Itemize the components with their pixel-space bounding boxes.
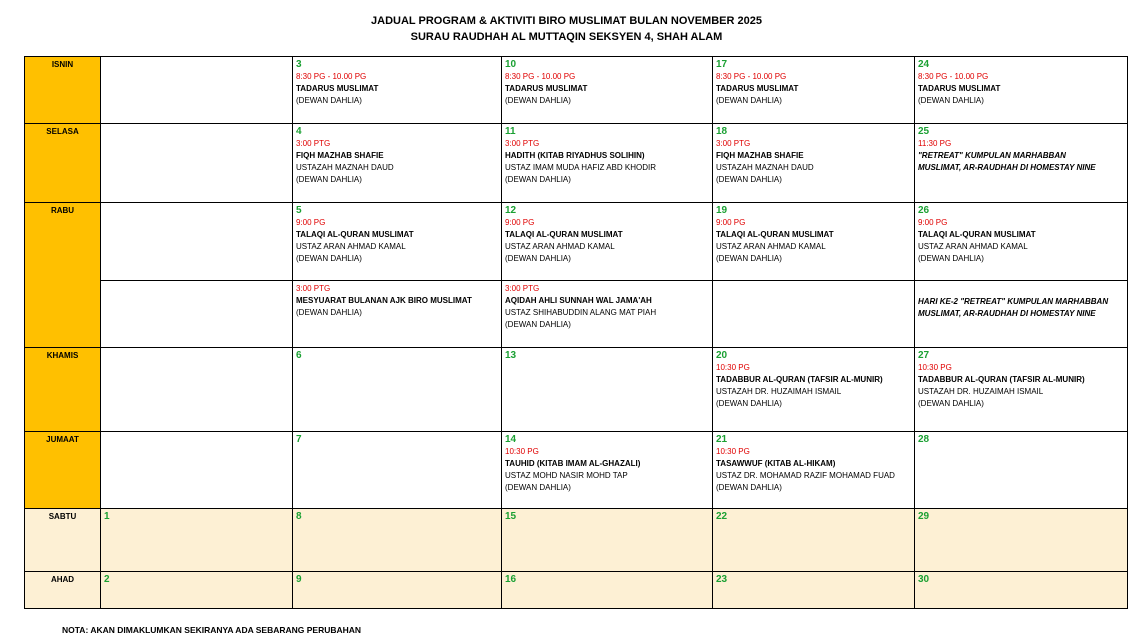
date-number: 29 xyxy=(918,511,930,522)
event-speaker: USTAZAH MAZNAH DAUD xyxy=(296,163,394,172)
date-number: 9 xyxy=(296,574,302,585)
event-time: 3:00 PTG xyxy=(505,139,540,148)
event-cell xyxy=(915,57,1128,124)
event-cell xyxy=(293,281,502,348)
event-title: FIQH MAZHAB SHAFIE xyxy=(716,151,804,160)
footer-note: NOTA: AKAN DIMAKLUMKAN SEKIRANYA ADA SEBARANG PERUBAHAN xyxy=(62,625,362,635)
event-venue: (DEWAN DAHLIA) xyxy=(716,483,782,492)
date-number: 28 xyxy=(918,434,930,445)
event-time: 9:00 PG xyxy=(918,218,948,227)
event-time: 10:30 PG xyxy=(505,447,539,456)
event-cell xyxy=(915,432,1128,509)
row-isnin xyxy=(25,57,1128,124)
event-venue: (DEWAN DAHLIA) xyxy=(716,399,782,408)
event-title: MESYUARAT BULANAN AJK BIRO MUSLIMAT xyxy=(296,296,472,305)
event-cell xyxy=(502,281,713,348)
event-cell xyxy=(915,281,1128,348)
event-title: TALAQI AL-QURAN MUSLIMAT xyxy=(505,230,623,239)
empty-cell xyxy=(101,203,293,281)
date-number: 8 xyxy=(296,511,302,522)
date-number: 18 xyxy=(716,126,728,137)
event-venue: (DEWAN DAHLIA) xyxy=(505,320,571,329)
date-number: 7 xyxy=(296,434,302,445)
event-time: 3:00 PTG xyxy=(296,139,331,148)
day-label-sabtu: SABTU xyxy=(25,509,101,572)
event-time: 9:00 PG xyxy=(296,218,326,227)
event-speaker: USTAZ ARAN AHMAD KAMAL xyxy=(716,242,826,251)
date-cell xyxy=(293,572,502,609)
day-label-rabu: RABU xyxy=(25,203,101,348)
event-speaker: USTAZAH DR. HUZAIMAH ISMAIL xyxy=(716,387,842,396)
event-title: TADARUS MUSLIMAT xyxy=(505,84,588,93)
event-time: 8:30 PG - 10.00 PG xyxy=(296,72,367,81)
event-title: TASAWWUF (KITAB AL-HIKAM) xyxy=(716,459,836,468)
date-number: 22 xyxy=(716,511,728,522)
event-title: TALAQI AL-QURAN MUSLIMAT xyxy=(716,230,834,239)
event-cell xyxy=(293,124,502,203)
event-title: TADARUS MUSLIMAT xyxy=(296,84,379,93)
event-cell xyxy=(293,348,502,432)
date-cell xyxy=(293,509,502,572)
event-time: 10:30 PG xyxy=(716,447,750,456)
event-venue: (DEWAN DAHLIA) xyxy=(296,96,362,105)
date-cell xyxy=(915,572,1128,609)
date-number: 24 xyxy=(918,59,930,70)
event-cell xyxy=(502,124,713,203)
event-time: 3:00 PTG xyxy=(296,284,331,293)
calendar-table xyxy=(24,56,1128,609)
event-venue: (DEWAN DAHLIA) xyxy=(505,483,571,492)
event-time: 8:30 PG - 10.00 PG xyxy=(918,72,989,81)
date-cell xyxy=(101,572,293,609)
event-speaker: USTAZ IMAM MUDA HAFIZ ABD KHODIR xyxy=(505,163,656,172)
event-cell xyxy=(502,203,713,281)
event-title: FIQH MAZHAB SHAFIE xyxy=(296,151,384,160)
event-venue: (DEWAN DAHLIA) xyxy=(716,175,782,184)
day-label-isnin: ISNIN xyxy=(25,57,101,124)
event-time: 3:00 PTG xyxy=(716,139,751,148)
event-cell xyxy=(713,57,915,124)
event-venue: (DEWAN DAHLIA) xyxy=(716,96,782,105)
event-time: 9:00 PG xyxy=(505,218,535,227)
date-cell xyxy=(915,509,1128,572)
event-title: HARI KE-2 "RETREAT" KUMPULAN MARHABBAN xyxy=(918,297,1109,306)
date-number: 1 xyxy=(104,511,110,522)
event-cell xyxy=(713,348,915,432)
event-venue: (DEWAN DAHLIA) xyxy=(918,254,984,263)
day-label-jumaat: JUMAAT xyxy=(25,432,101,509)
event-cell xyxy=(915,203,1128,281)
date-cell xyxy=(101,509,293,572)
date-number: 5 xyxy=(296,205,302,216)
date-number: 2 xyxy=(104,574,110,585)
row-rabu-2 xyxy=(25,281,1128,348)
empty-cell xyxy=(713,281,915,348)
schedule-title: JADUAL PROGRAM & AKTIVITI BIRO MUSLIMAT BULAN NOVEMBER 2025 xyxy=(371,15,762,27)
date-number: 21 xyxy=(716,434,728,445)
event-cell xyxy=(502,432,713,509)
event-speaker: USTAZ SHIHABUDDIN ALANG MAT PIAH xyxy=(505,308,657,317)
event-title: AQIDAH AHLI SUNNAH WAL JAMA'AH xyxy=(505,296,652,305)
date-number: 26 xyxy=(918,205,930,216)
event-speaker: USTAZ ARAN AHMAD KAMAL xyxy=(918,242,1028,251)
date-cell xyxy=(713,509,915,572)
date-number: 3 xyxy=(296,59,302,70)
row-selasa xyxy=(25,124,1128,203)
row-jumaat xyxy=(25,432,1128,509)
event-title-cont: MUSLIMAT, AR-RAUDHAH DI HOMESTAY NINE xyxy=(918,309,1096,318)
event-time: 10:30 PG xyxy=(716,363,750,372)
event-title: TADABBUR AL-QURAN (TAFSIR AL-MUNIR) xyxy=(716,375,883,384)
date-cell xyxy=(502,572,713,609)
event-title-cont: MUSLIMAT, AR-RAUDHAH DI HOMESTAY NINE xyxy=(918,163,1096,172)
event-time: 8:30 PG - 10.00 PG xyxy=(505,72,576,81)
event-venue: (DEWAN DAHLIA) xyxy=(918,399,984,408)
date-number: 14 xyxy=(505,434,517,445)
event-cell xyxy=(502,348,713,432)
date-cell xyxy=(502,509,713,572)
event-cell xyxy=(713,203,915,281)
event-speaker: USTAZ ARAN AHMAD KAMAL xyxy=(505,242,615,251)
day-label-ahad: AHAD xyxy=(25,572,101,609)
event-venue: (DEWAN DAHLIA) xyxy=(505,254,571,263)
event-title: TADARUS MUSLIMAT xyxy=(918,84,1001,93)
event-cell xyxy=(915,348,1128,432)
event-title: TAUHID (KITAB IMAM AL-GHAZALI) xyxy=(505,459,641,468)
date-number: 25 xyxy=(918,126,930,137)
event-cell xyxy=(713,124,915,203)
event-time: 11:30 PG xyxy=(918,139,952,148)
event-cell xyxy=(915,124,1128,203)
date-number: 11 xyxy=(505,126,516,137)
event-venue: (DEWAN DAHLIA) xyxy=(296,308,362,317)
event-title: TADARUS MUSLIMAT xyxy=(716,84,799,93)
event-speaker: USTAZ ARAN AHMAD KAMAL xyxy=(296,242,406,251)
empty-cell xyxy=(101,124,293,203)
empty-cell xyxy=(101,281,293,348)
date-number: 27 xyxy=(918,350,930,361)
day-label-selasa: SELASA xyxy=(25,124,101,203)
date-number: 23 xyxy=(716,574,728,585)
row-rabu-1 xyxy=(25,203,1128,281)
event-venue: (DEWAN DAHLIA) xyxy=(296,254,362,263)
event-speaker: USTAZ DR. MOHAMAD RAZIF MOHAMAD FUAD xyxy=(716,471,895,480)
event-cell xyxy=(713,432,915,509)
date-number: 16 xyxy=(505,574,517,585)
event-time: 8:30 PG - 10.00 PG xyxy=(716,72,787,81)
date-number: 6 xyxy=(296,350,302,361)
event-venue: (DEWAN DAHLIA) xyxy=(505,175,571,184)
event-time: 9:00 PG xyxy=(716,218,746,227)
event-cell xyxy=(293,432,502,509)
event-cell xyxy=(293,57,502,124)
event-speaker: USTAZ MOHD NASIR MOHD TAP xyxy=(505,471,628,480)
empty-cell xyxy=(101,348,293,432)
date-number: 4 xyxy=(296,126,302,137)
event-title: HADITH (KITAB RIYADHUS SOLIHIN) xyxy=(505,151,645,160)
event-venue: (DEWAN DAHLIA) xyxy=(716,254,782,263)
schedule-subtitle: SURAU RAUDHAH AL MUTTAQIN SEKSYEN 4, SHAH ALAM xyxy=(410,31,723,43)
event-speaker: USTAZAH DR. HUZAIMAH ISMAIL xyxy=(918,387,1044,396)
empty-cell xyxy=(101,57,293,124)
date-number: 17 xyxy=(716,59,728,70)
event-title: TALAQI AL-QURAN MUSLIMAT xyxy=(918,230,1036,239)
event-cell xyxy=(293,203,502,281)
row-sabtu xyxy=(25,509,1128,572)
date-number: 20 xyxy=(716,350,728,361)
row-khamis xyxy=(25,348,1128,432)
event-time: 10:30 PG xyxy=(918,363,952,372)
empty-cell xyxy=(101,432,293,509)
event-time: 3:00 PTG xyxy=(505,284,540,293)
row-ahad xyxy=(25,572,1128,609)
event-venue: (DEWAN DAHLIA) xyxy=(505,96,571,105)
date-number: 10 xyxy=(505,59,517,70)
date-number: 19 xyxy=(716,205,728,216)
date-number: 15 xyxy=(505,511,517,522)
event-title: TALAQI AL-QURAN MUSLIMAT xyxy=(296,230,414,239)
event-title: TADABBUR AL-QURAN (TAFSIR AL-MUNIR) xyxy=(918,375,1085,384)
day-label-khamis: KHAMIS xyxy=(25,348,101,432)
event-venue: (DEWAN DAHLIA) xyxy=(918,96,984,105)
event-speaker: USTAZAH MAZNAH DAUD xyxy=(716,163,814,172)
date-number: 13 xyxy=(505,350,517,361)
event-venue: (DEWAN DAHLIA) xyxy=(296,175,362,184)
date-cell xyxy=(713,572,915,609)
event-cell xyxy=(502,57,713,124)
date-number: 12 xyxy=(505,205,517,216)
date-number: 30 xyxy=(918,574,930,585)
event-title: "RETREAT" KUMPULAN MARHABBAN xyxy=(918,151,1066,160)
